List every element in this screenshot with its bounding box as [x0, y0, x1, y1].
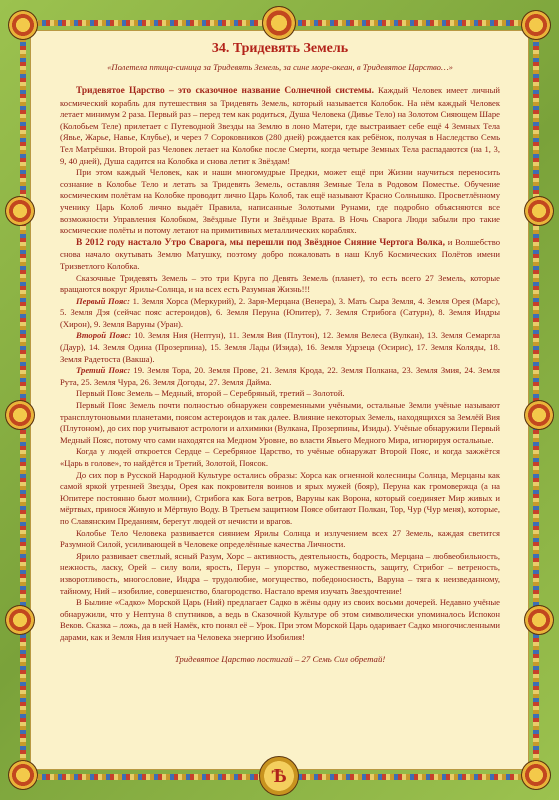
paragraph-3-lead: В 2012 году настало Утро Сварога, мы перешли под Звёздное Сияние Чертога Волка, [76, 237, 445, 248]
belt-2-text: 10. Земля Ния (Нептун), 11. Земля Вия (Плутон), 12. Земля Велеса (Вулкан), 13. Земля Семаргла (Даур), 14. Земля Одина (Прозерпина), 15. Земля Лады (Изида), 16. Земля Удрзеца (Осирис), 17. Земля Коляды, 18. Земля Радетоста (Вакша). [60, 330, 501, 364]
paragraph-6: Первый Пояс Земель почти полностью обнаружен современными учёными, остальные Земли учёные называют трансплутоновыми планетами, поясом астероидов и так далее. Влияние некоторых Земель, находящихся за Землёй Вия (Плутоном), до сих пор учитывают астрологи и алхимики (Вулкана, Прозерпины, Изиды). Учёные обнаружили Первый Медный Пояс, потому что сами находятся на Медном Уровне, во власти Явьего Медного Мира, игнорируя остальные. [60, 400, 500, 445]
paragraph-4: Сказочные Тридевять Земель – это три Круга по Девять Земель (планет), то есть всего 27 Земель, которые вращаются вокруг Ярилы-Солнца, и на всех есть Разумная Жизнь!!! [60, 272, 500, 295]
paragraph-1 [60, 85, 500, 167]
corner-medallion-icon [8, 760, 38, 790]
belt-1-label: Первый Пояс: [76, 295, 130, 306]
paragraph-10: Ярило развивает светлый, ясный Разум, Хорс – активность, деятельность, бодрость, Мерцана – любвеобильность, нежность, ласку, Орей – силу воли, ярость, Перун – упорство, мужественность, защиту, Стрибог – ветреность, изворотливость, многословие, Индра – трудолюбие, могущество, победоносность, Варуна – тяга к неизведанному, тайному, Ний – изобилие, совершенство, благородство. Настало время изучать Звездочтение! [60, 550, 500, 596]
yat-glyph: Ѣ [271, 764, 287, 787]
corner-medallion-icon [521, 10, 551, 40]
article-body [60, 40, 500, 770]
paragraph-3 [60, 237, 500, 273]
paragraph-3-text: и Волшебство снова начало окутывать Землю Матушку, поэтому добро пожаловать в наш Клуб Космических Полётов имени Тризветлого Колобка. [60, 236, 500, 271]
paragraph-5: Первый Пояс Земель – Медный, второй – Серебряный, третий – Золотой. [76, 388, 345, 399]
paragraph-7: Когда у людей откроется Сердце – Серебряное Царство, то учёные обнаружат Второй Пояс, и когда зажжётся «Царь в голове», то найдётся и Третий, Золотой, Поясок. [60, 446, 500, 468]
belt-3-text: 19. Земля Тора, 20. Земля Прове, 21. Земля Крода, 22. Земля Полкана, 23. Земля Змия, 24. Земля Рута, 25. Земля Чура, 26. Земля Догоды, 27. Земля Дайма. [60, 365, 500, 387]
belt-1 [60, 296, 500, 331]
sun-emblem-icon [262, 6, 296, 40]
paragraph-11: В Былине «Садко» Морской Царь (Ний) предлагает Садко в жёны одну из своих восьми дочерей. Недавно учёные обнаружили, что у Нептуна 8 спутников, а ведь в Сказочной Культуре об этом символически упоминалось Испокон Веков. Сказка – ложь, да в ней Намёк, кто понял её – Урок. При этом Морской Царь одаривает Садко многочисленными дарами, как и Земля Ния излучает на Человека энергию Изобилия! [60, 597, 500, 642]
corner-medallion-icon [8, 10, 38, 40]
paragraph-9: Колобье Тело Человека развивается сиянием Ярилы Солнца и излучением всех 27 Земель, каждая светится Разумной Силой, усиливающей в Человеке определённые качества Личности. [60, 527, 500, 550]
belt-3 [60, 365, 500, 388]
paragraph-8: До сих пор в Русской Народной Культуре остались образы: Хорса как огненной колесницы Солнца, Мерцаны как самой яркой утренней Звезды, Орея как покровителя воинов и ярых мужей (бояр), Перуна как громовержца (а на Юпитере постоянно бьют молнии), Стрибога как Бога ветров, Варуны как Ворона, который соединяет Мир живых и мёртвых, принося Живую и Мёртвую Воду. В Третьем защитном Поясе обитают Полкан, Тор, Чур (Чур меня), которые, по Славянским Преданиям, берегут людей от нечисти и врагов. [60, 469, 500, 526]
side-medallion-icon [5, 196, 35, 226]
belt-1-text: 1. Земля Хорса (Меркурий), 2. Заря-Мерцана (Венера), 3. Мать Сыра Земля, 4. Земля Орея (Марс), 5. Земля Дэя (сейчас пояс астероидов), 6. Земля Перуна (Юпитер), 7. Земля Стрибога (Сатурн), 8. Земля Индры (Хирон), 9. Земля Варуны (Уран). [60, 295, 500, 329]
side-medallion-icon [5, 605, 35, 635]
paragraph-2: При этом каждый Человек, как и наши многомудрые Предки, может ещё при Жизни научиться переносить сознание в Колобье Тело и летать за Тридевять Земель, оставляя Земные Тела в Родовом Поместье. Обучение космическим полётам на Колобке проводит лично Царь Колоб, так ещё называют Красно Солнышко. Просветлённому ученику Царь Колоб лично выдаёт Правила, написанные Золотыми Рунами, где подробно объясняются все возможности Управления Колобком, Звёздные Пути и Звёздные Врата. В Ночь Сварога Люди забыли про такие космические полёты и потому летают на примитивных металлических кораблях. [60, 167, 500, 236]
paragraph-1-lead: Тридевятое Царство – это сказочное название Солнечной системы. [76, 86, 374, 96]
closing-line: Тридевятое Царство постигай – 27 Семь Сил обретай! [174, 653, 386, 664]
belt-2-label: Второй Пояс: [76, 330, 132, 341]
side-medallion-icon [524, 196, 554, 226]
paragraph-1-text: Каждый Человек имеет личный космический корабль для путешествия за Тридевять Земель, который называется Колобок. На нём каждый Человек летает минимум 2 раза. Первый раз – перед тем как родиться, Душа Человека (Дивье Тело) на Золотом Сияющем Шаре (Колобьем Теле) прилетает с Путеводной Звезды на Землю в лоно Матери, где выстраивает себе ещё 4 Земных Тела (Явье, Жарье, Навье, Клубье), и через 7 Сороковников (280 дней) рождается как ребёнок, получая в Наследство Семь Тел Матрёшки. Второй раз Человек летает на Колобке после Смерти, когда четыре Земных Тела распадаются (на 1, 3, 9, 40 дней), Душа садится на Колобка и снова летит к Звёздам! [60, 85, 500, 166]
corner-medallion-icon [521, 760, 551, 790]
side-medallion-icon [524, 605, 554, 635]
belt-3-label: Третий Пояс: [76, 365, 131, 376]
epigraph: «Полетела птица-синица за Тридевять Земель, за сине море-океан, в Тридевятое Царство…» [107, 62, 453, 72]
side-medallion-icon [5, 400, 35, 430]
belt-2 [60, 330, 500, 365]
page-title: 34. Тридевять Земель [211, 41, 349, 56]
side-medallion-icon [524, 400, 554, 430]
